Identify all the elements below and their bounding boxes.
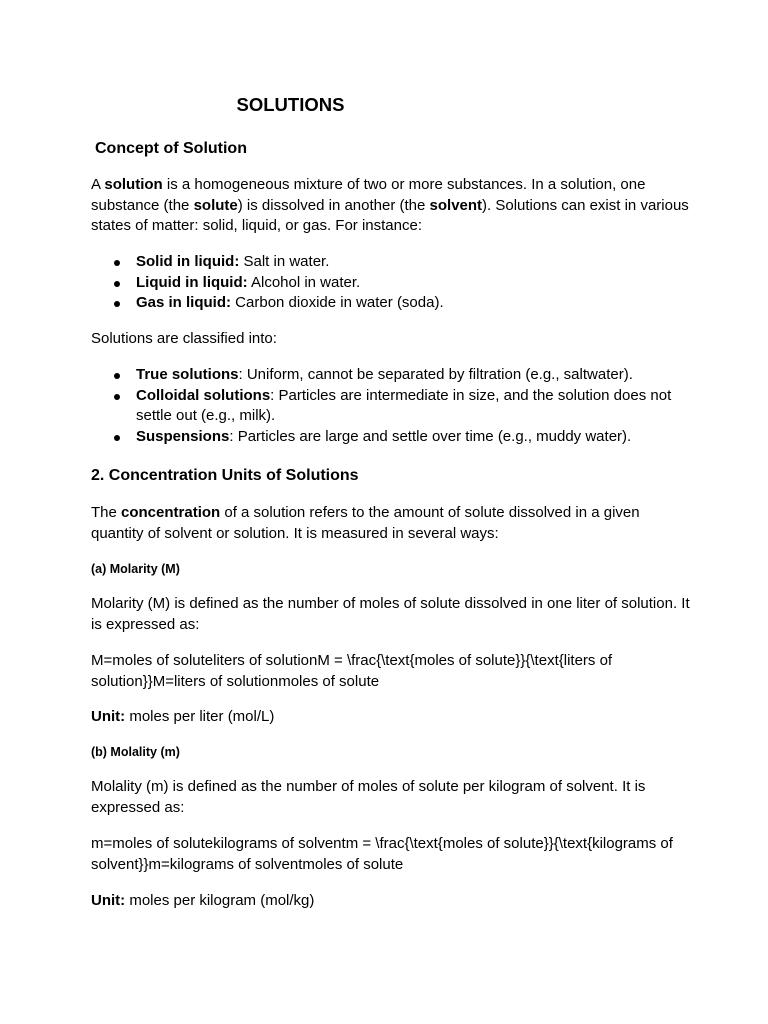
molality-heading: (b) Molality (m)	[91, 745, 180, 759]
page-title: SOLUTIONS	[236, 94, 345, 115]
bullet-icon	[114, 260, 120, 266]
bullet-icon	[114, 281, 120, 287]
classified-intro: Solutions are classified into:	[91, 330, 277, 347]
list-item: True solutions: Uniform, cannot be separated by filtration (e.g., saltwater).	[91, 365, 691, 386]
list-item: Colloidal solutions: Particles are intermediate in size, and the solution does not settle out (e.g., milk).	[91, 386, 691, 427]
molality-definition: Molality (m) is defined as the number of moles of solute per kilogram of solvent. It is expressed as:	[91, 778, 646, 816]
bullet-icon	[114, 435, 120, 441]
list-item: Solid in liquid: Salt in water.	[91, 252, 691, 273]
molality-unit: Unit: moles per kilogram (mol/kg)	[91, 892, 315, 909]
bullet-icon	[114, 394, 120, 400]
classification-list	[91, 365, 691, 447]
molarity-definition: Molarity (M) is defined as the number of moles of solute dissolved in one liter of solution. It is expressed as:	[91, 595, 690, 633]
section-heading-concentration: 2. Concentration Units of Solutions	[91, 467, 359, 484]
bullet-icon	[114, 301, 120, 307]
molarity-formula: M=moles of soluteliters of solutionM = \frac{\text{moles of solute}}{\text{liters of solution}}M=liters of solutionmoles of solute	[91, 652, 613, 690]
list-item: Liquid in liquid: Alcohol in water.	[91, 273, 691, 294]
solution-intro-paragraph: A solution is a homogeneous mixture of two or more substances. In a solution, one substance (the solute) is dissolved in another (the solvent). Solutions can exist in various states of matter: solid, liquid, or gas. For instance:	[91, 176, 689, 234]
examples-list	[91, 252, 691, 314]
list-item: Suspensions: Particles are large and settle over time (e.g., muddy water).	[91, 427, 691, 448]
bullet-icon	[114, 373, 120, 379]
molarity-unit: Unit: moles per liter (mol/L)	[91, 708, 275, 725]
molality-formula: m=moles of solutekilograms of solventm = \frac{\text{moles of solute}}{\text{kilograms of solvent}}m=kilograms of solventmoles of solute	[91, 835, 673, 873]
list-item: Gas in liquid: Carbon dioxide in water (soda).	[91, 293, 691, 314]
concentration-intro-paragraph: The concentration of a solution refers to the amount of solute dissolved in a given quantity of solvent or solution. It is measured in several ways:	[91, 504, 640, 542]
section-heading-concept: Concept of Solution	[95, 140, 247, 157]
molarity-heading: (a) Molarity (M)	[91, 562, 180, 576]
